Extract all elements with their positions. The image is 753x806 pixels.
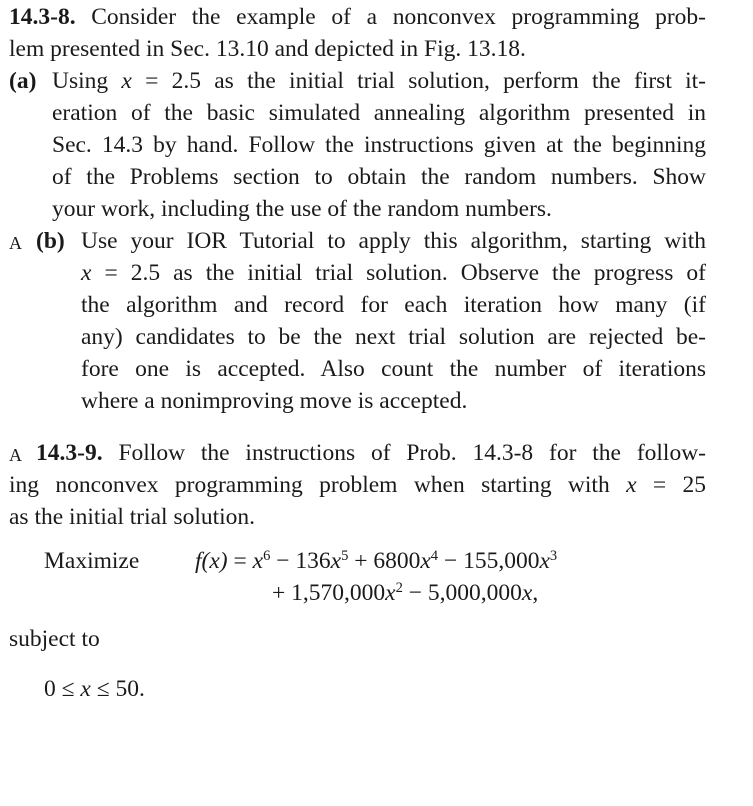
problem-14-3-9-line-1: 14.3-9. Follow the instructions of Prob. 14.3-8 for the follow- (36, 440, 707, 466)
part-b-line-2: x = 2.5 as the initial trial solution. Observe the progress of (81, 260, 706, 286)
problem-14-3-9-line-3: as the initial trial solution. (9, 504, 256, 530)
constraint-line: 0 ≤ x ≤ 50. (44, 676, 145, 702)
problem-number: 14.3-9. (36, 440, 103, 466)
part-a-line-2: eration of the basic simulated annealing algorithm presented in (52, 100, 706, 126)
maximize-keyword: Maximize (44, 548, 140, 574)
part-b-line-4: any) candidates to be the next trial solution are rejected be- (81, 324, 706, 350)
problem-14-3-9-marker: A (9, 445, 22, 465)
objective-line-1: $f(x) = x^6 - 136x^5 + 6800x^4 - 155,000x^3$ (195, 548, 558, 574)
part-a-line-4: of the Problems section to obtain the random numbers. Show (52, 164, 706, 190)
part-a-line-3: Sec. 14.3 by hand. Follow the instructions given at the beginning (52, 132, 706, 158)
part-b-label: (b) (36, 228, 65, 254)
part-a-line-1: Using x = 2.5 as the initial trial solution, perform the first it- (52, 68, 706, 94)
part-b-marker: A (9, 233, 22, 253)
part-b-line-6: where a nonimproving move is accepted. (81, 388, 468, 414)
objective-line-2: + $1,570,000x^2 - 5,000,000x$, (272, 580, 539, 606)
part-b-line-1: Use your IOR Tutorial to apply this algorithm, starting with (81, 228, 706, 254)
part-b-line-3: the algorithm and record for each iteration how many (if (81, 292, 706, 318)
part-b-line-5: fore one is accepted. Also count the number of iterations (81, 356, 706, 382)
subject-to-label: subject to (9, 626, 100, 652)
problem-14-3-8-line-2: lem presented in Sec. 13.10 and depicted in Fig. 13.18. (9, 36, 526, 62)
part-a-label: (a) (9, 68, 37, 94)
problem-number: 14.3-8. (9, 4, 76, 30)
problem-14-3-9-line-2: ing nonconvex programming problem when starting with x = 25 (9, 472, 706, 498)
part-a-line-5: your work, including the use of the random numbers. (52, 196, 552, 222)
problem-14-3-8-line-1: 14.3-8. Consider the example of a nonconvex programming prob- (9, 4, 706, 30)
